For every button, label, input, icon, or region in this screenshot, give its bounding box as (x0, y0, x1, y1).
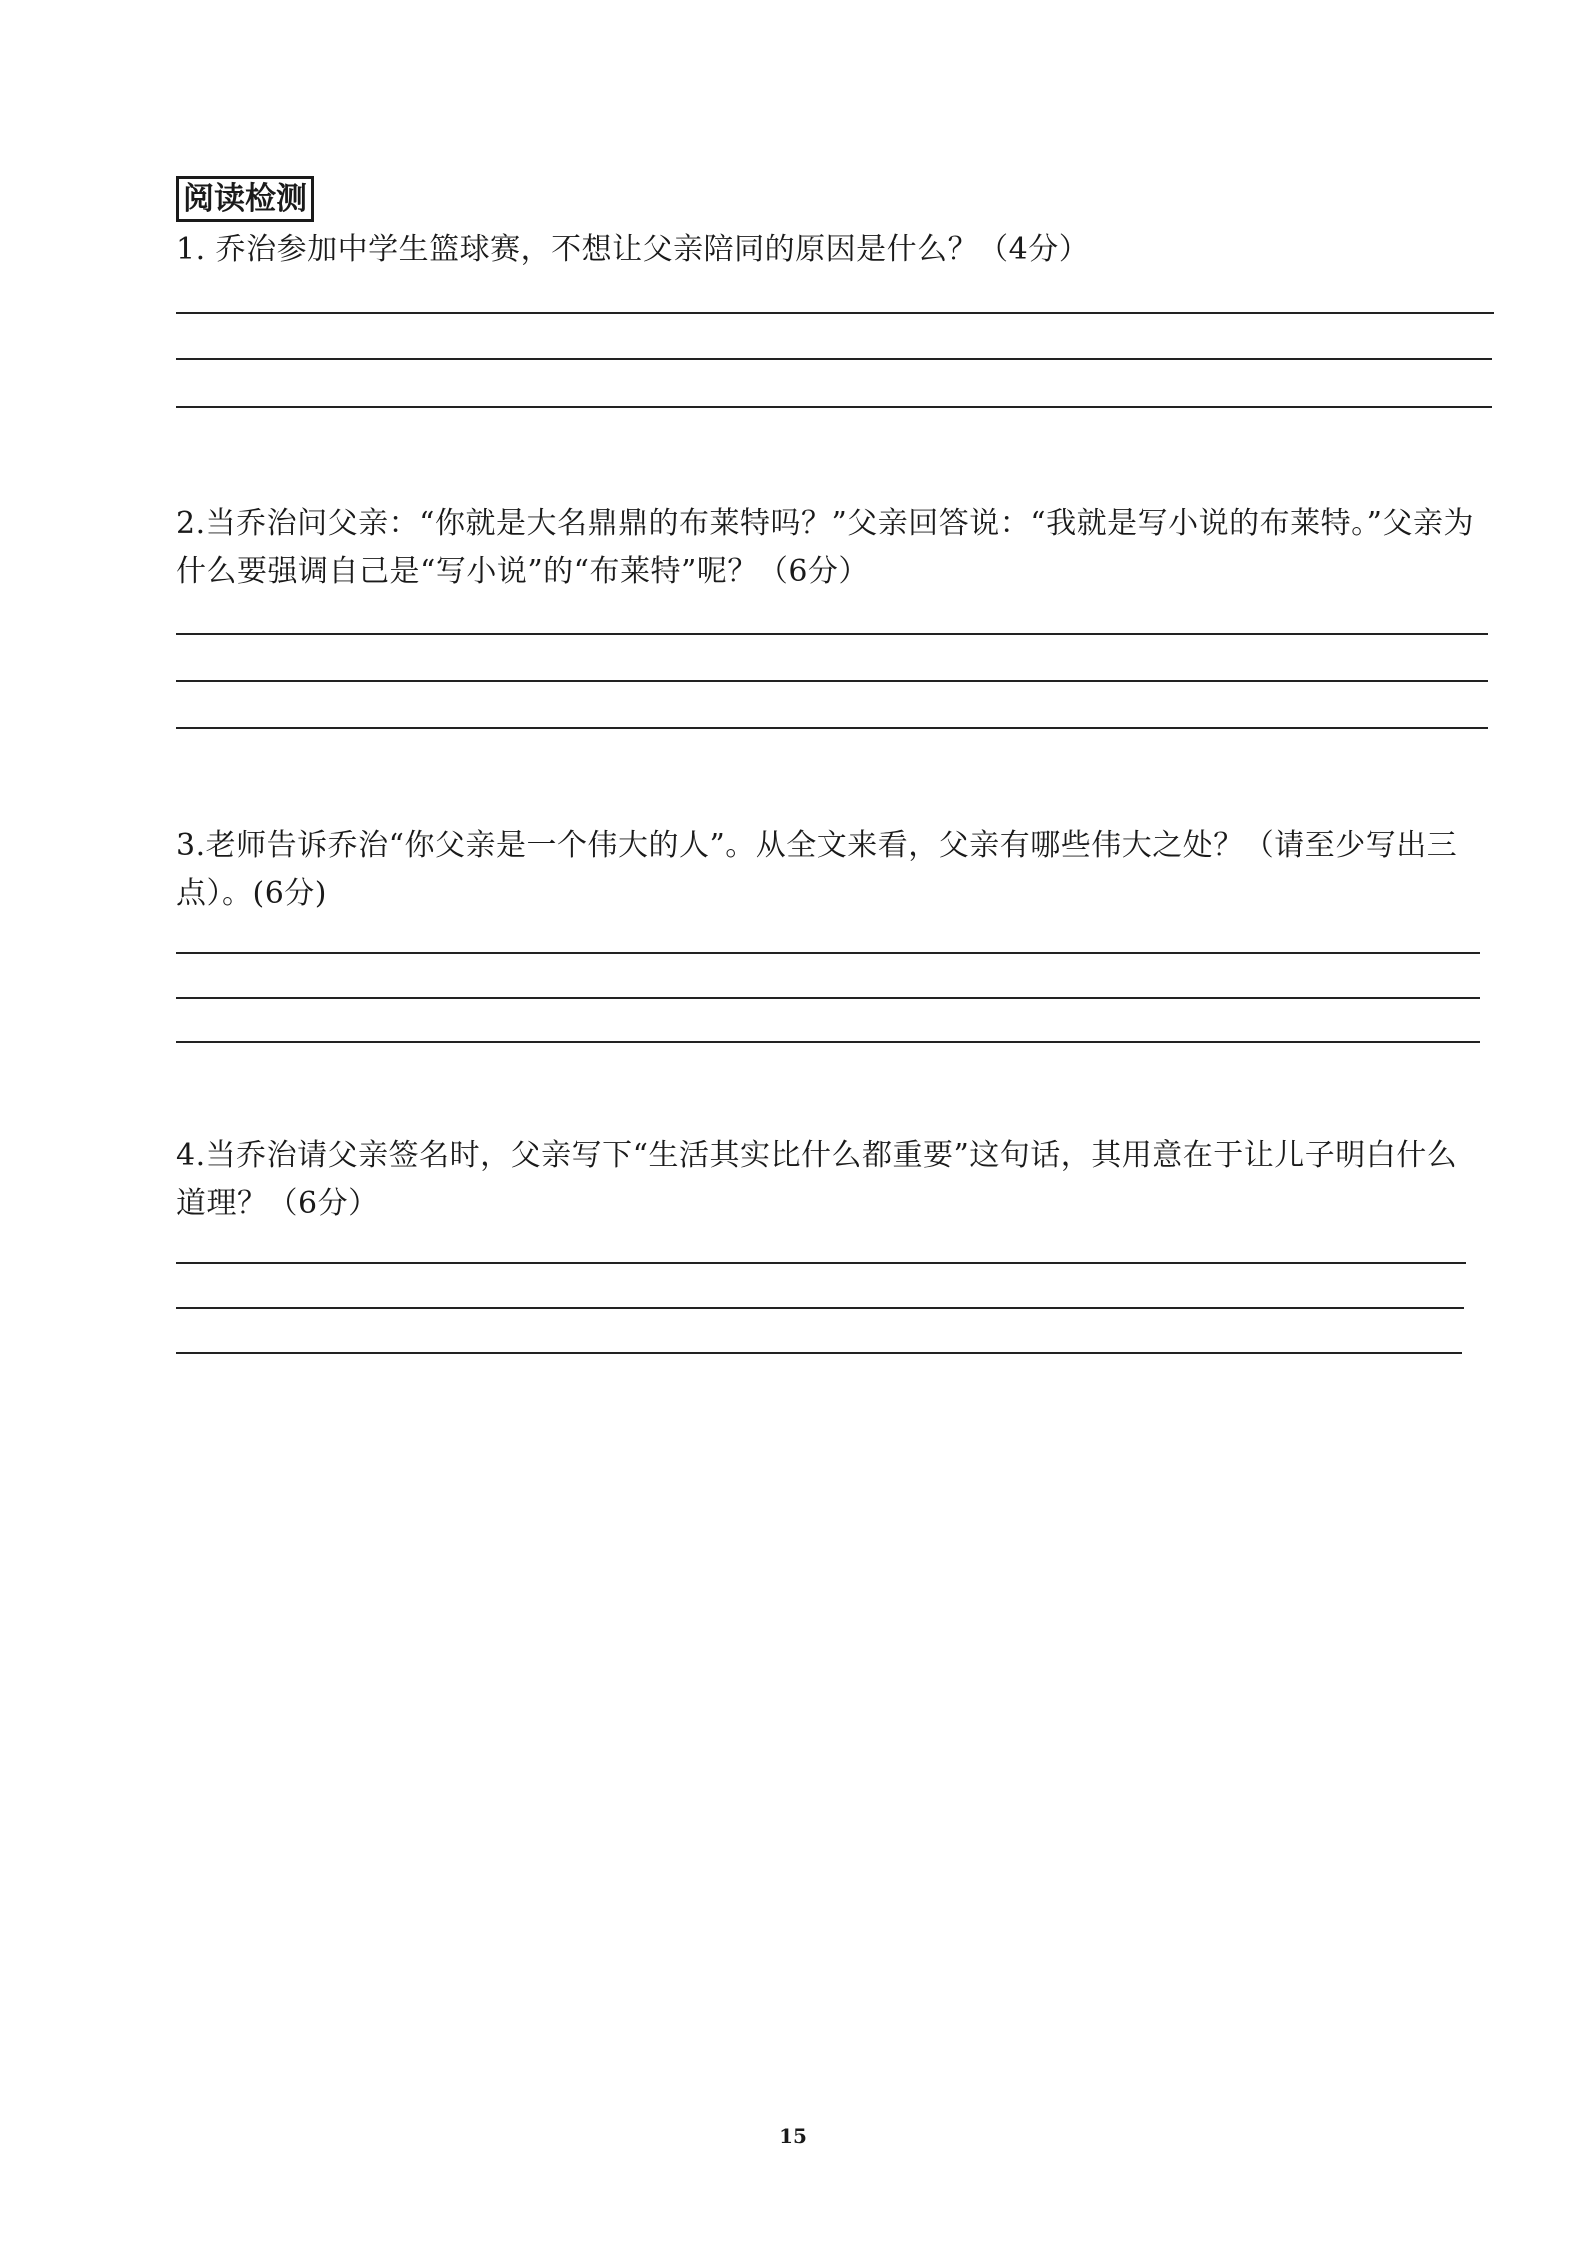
answer-line-4-2[interactable] (176, 1307, 1464, 1309)
answer-line-4-3[interactable] (176, 1352, 1462, 1354)
answer-line-4-1[interactable] (176, 1262, 1466, 1264)
page-number: 15 (779, 2124, 807, 2148)
question-4 (176, 1132, 1476, 1228)
answer-line-3-1[interactable] (176, 952, 1480, 954)
answer-line-1-2[interactable] (176, 358, 1492, 360)
answer-line-2-2[interactable] (176, 680, 1488, 682)
answer-line-1-1[interactable] (176, 312, 1494, 314)
question-4-text: 4.当乔治请父亲签名时，父亲写下“生活其实比什么都重要”这句话，其用意在于让儿子明白什么道理？（6分） (176, 1138, 1458, 1221)
question-3-text: 3.老师告诉乔治“你父亲是一个伟大的人”。从全文来看，父亲有哪些伟大之处？（请至少写出三点）。(6分) (176, 828, 1458, 911)
section-title: 阅读检测 (176, 176, 314, 222)
question-1-text: 1. 乔治参加中学生篮球赛，不想让父亲陪同的原因是什么？（4分） (176, 232, 1090, 267)
answer-line-2-3[interactable] (176, 727, 1488, 729)
question-2-text: 2.当乔治问父亲：“你就是大名鼎鼎的布莱特吗？”父亲回答说：“我就是写小说的布莱特。”父亲为什么要强调自己是“写小说”的“布莱特”呢？（6分） (176, 506, 1474, 589)
answer-line-1-3[interactable] (176, 406, 1492, 408)
answer-line-3-3[interactable] (176, 1041, 1480, 1043)
answer-line-3-2[interactable] (176, 997, 1480, 999)
answer-line-2-1[interactable] (176, 633, 1488, 635)
question-1 (176, 226, 1476, 274)
question-3 (176, 822, 1476, 918)
question-2 (176, 500, 1476, 596)
